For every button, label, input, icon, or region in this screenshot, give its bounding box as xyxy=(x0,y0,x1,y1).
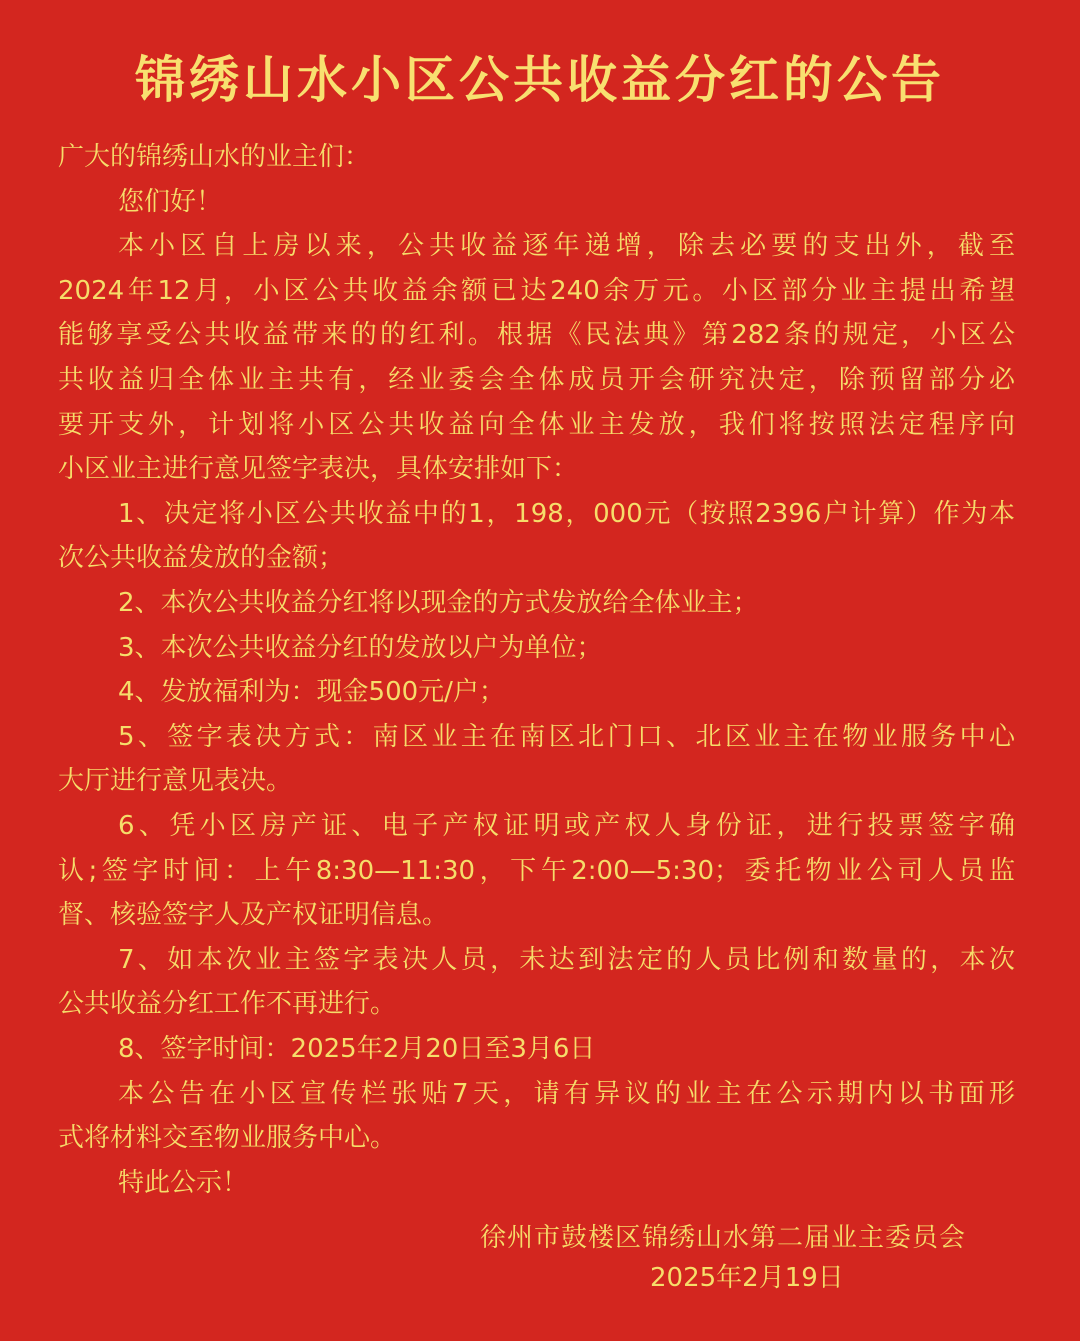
notice-line: 3、本次公共收益分红的发放以户为单位； xyxy=(118,632,603,663)
notice-line: 本公告在小区宣传栏张贴7天，请有异议的业主在公示期内以书面形 xyxy=(118,1078,1015,1109)
notice-line: 共收益归全体业主共有，经业委会全体成员开会研究决定，除预留部分必 xyxy=(58,365,1015,395)
notice-line: 要开支外，计划将小区公共收益向全体业主发放，我们将按照法定程序向 xyxy=(58,409,1015,440)
notice-line: 公共收益分红工作不再进行。 xyxy=(58,989,397,1020)
notice-line: 次公共收益发放的金额； xyxy=(58,543,345,574)
notice-line: 6、凭小区房产证、电子产权证明或产权人身份证，进行投票签字确 xyxy=(118,811,1015,841)
notice-line: 2、本次公共收益分红将以现金的方式发放给全体业主； xyxy=(118,588,759,618)
notice-line: 5、签字表决方式：南区业主在南区北门口、北区业主在物业服务中心 xyxy=(118,721,1015,752)
notice-line: 4、发放福利为：现金500元/户； xyxy=(118,677,505,708)
notice-line: 7、如本次业主签字表决人员，未达到法定的人员比例和数量的，本次 xyxy=(118,944,1015,975)
notice-line: 本小区自上房以来，公共收益逐年递增，除去必要的支出外，截至 xyxy=(118,231,1015,262)
signature-date: 2025年2月19日 xyxy=(650,1263,844,1293)
notice-line: 2024年12月，小区公共收益余额已达240余万元。小区部分业主提出希望 xyxy=(58,275,1015,306)
notice-line: 特此公示！ xyxy=(118,1167,249,1198)
notice-line: 能够享受公共收益带来的的红利。根据《民法典》第282条的规定，小区公 xyxy=(58,320,1015,351)
notice-line: 您们好！ xyxy=(118,186,223,217)
signature-org: 徐州市鼓楼区锦绣山水第二届业主委员会 xyxy=(480,1223,967,1253)
notice-line: 式将材料交至物业服务中心。 xyxy=(58,1123,397,1154)
notice-title: 锦绣山水小区公共收益分红的公告 xyxy=(135,51,945,109)
notice-line: 督、核验签字人及产权证明信息。 xyxy=(58,900,449,931)
notice-line: 小区业主进行意见签字表决，具体安排如下： xyxy=(58,454,579,485)
notice-line: 8、签字时间：2025年2月20日至3月6日 xyxy=(118,1034,596,1064)
notice-line: 认;签字时间：上午8:30—11:30，下午2:00—5:30；委托物业公司人员监 xyxy=(58,855,1015,886)
notice-line: 大厅进行意见表决。 xyxy=(58,766,293,797)
notice-line: 1、决定将小区公共收益中的1，198，000元（按照2396户计算）作为本 xyxy=(118,498,1015,529)
notice-line: 广大的锦绣山水的业主们： xyxy=(58,142,371,172)
